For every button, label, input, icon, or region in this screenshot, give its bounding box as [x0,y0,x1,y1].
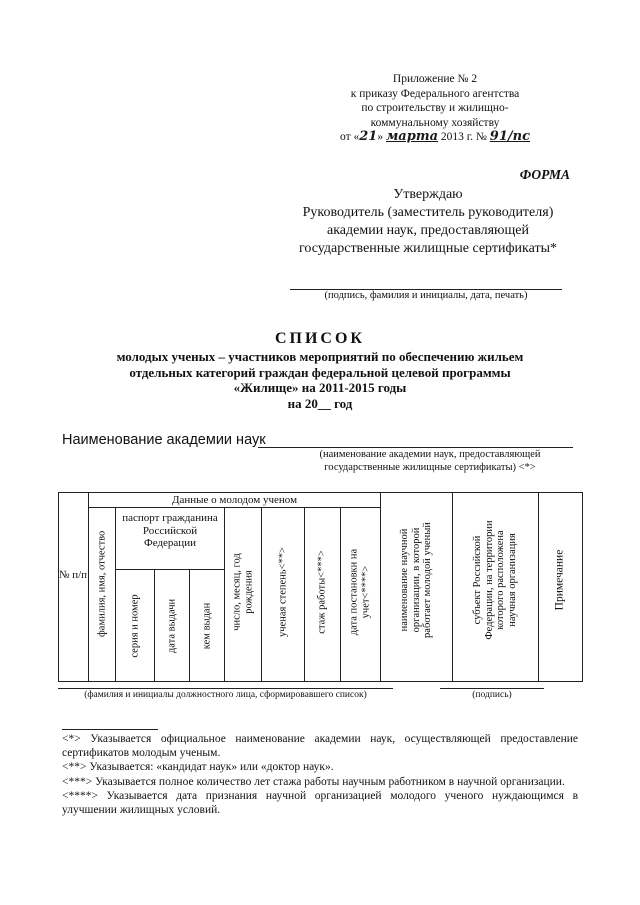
approval-block [278,186,578,258]
col-organization [399,500,434,660]
col-experience: стаж работы<***> [316,550,328,634]
col-number-header: № п/п [58,569,88,581]
official-name-line[interactable] [58,688,393,689]
appendix-block [300,72,570,145]
order-number: 91/пс [489,129,531,145]
official-caption: (фамилия и инициалы должностного лица, сформировавшего список) [84,690,367,700]
col-reg-line2: учет<****> [360,565,371,619]
list-title: СПИСОК [274,330,366,347]
col-birth [232,517,255,667]
official-signature-line[interactable] [440,688,544,689]
academy-label: Наименование академии наук [62,432,266,448]
academy-caption [280,449,580,474]
appendix-line2: к приказу Федерального агентства [350,87,520,100]
footnotes [62,733,578,819]
list-sub-line2: отдельных категорий граждан федеральной целевой программы [129,364,511,380]
signature-caption: (подпись, фамилия и инициалы, дата, печать) [324,290,528,301]
footnote-3: <***> Указывается полное количество лет стажа работы научным работником в научной организации. [62,775,565,788]
col-subj-line3: которого расположена [495,530,506,630]
date-year: 2013 г. № [438,131,490,144]
appendix-line1: Приложение № 2 [392,73,478,85]
academy-caption-line1: (наименование академии наук, предоставляющей [319,449,541,460]
col-series: серия и номер [129,594,141,658]
date-mid: » [377,131,386,144]
col-fio: фамилия, имя, отчество [96,530,108,637]
col-org-line1: наименование научной [398,528,410,632]
list-sub-line1: молодых ученых – участников мероприятий по обеспечению жильем [116,349,524,364]
approval-line4: государственные жилищные сертификаты* [299,241,557,256]
col-note: Примечание [553,549,566,611]
form-label: ФОРМА [519,167,570,182]
list-sub-line4: на 20__ год [287,395,353,411]
appendix-line3: по строительству и жилищно- [361,102,509,115]
list-subtitle [70,349,570,411]
approval-line3: академии наук, предоставляющей [326,223,529,238]
col-issue-date: дата выдачи [166,598,178,654]
academy-name-field[interactable] [258,447,573,448]
approval-line1: Утверждаю [393,187,463,202]
col-issued-by: кем выдан [201,602,213,650]
col-birth-line1: число, месяц, год [231,553,243,631]
col-org-line2: организации, в которой [410,527,422,633]
appendix-date-line [300,130,570,145]
col-degree: ученая степень<**> [277,547,289,637]
date-prefix: от « [339,131,360,144]
group-young-scientist: Данные о молодом ученом [171,494,298,506]
col-subject [472,500,518,660]
date-day: 21 [359,129,378,145]
col-subj-line2: Федерации, на территории [483,520,495,640]
official-sign-caption: (подпись) [472,690,512,700]
footnote-1: <*> Указывается официальное наименование академии наук, осуществляющей предоставление сертификатов молодым ученым. [62,733,578,759]
col-org-line3: работает молодой ученый [421,522,433,638]
footnote-4: <****> Указывается дата признания научной организацией молодого ученого нуждающимся в улучшении жилищных условий. [62,790,578,816]
appendix-line4: коммунальному хозяйству [370,116,500,129]
approval-line2: Руководитель (заместитель руководителя) [302,205,554,220]
col-subj-line4: научная организация [506,533,518,627]
date-month: марта [385,129,439,145]
col-registration [349,517,372,667]
young-scientists-table [58,492,583,682]
group-passport: паспорт гражданина Российской Федерации [122,512,218,549]
col-reg-line1: дата постановки на [348,548,360,636]
col-birth-line2: рождения [243,570,254,614]
list-sub-line3: «Жилище» на 2011-2015 годы [233,380,407,395]
footnote-2: <**> Указывается: «кандидат наук» или «доктор наук». [62,761,334,774]
col-subj-line1: субъект Российской [472,535,483,625]
footnote-separator [62,729,158,730]
academy-caption-line2: государственные жилищные сертификаты) <*> [324,461,536,473]
